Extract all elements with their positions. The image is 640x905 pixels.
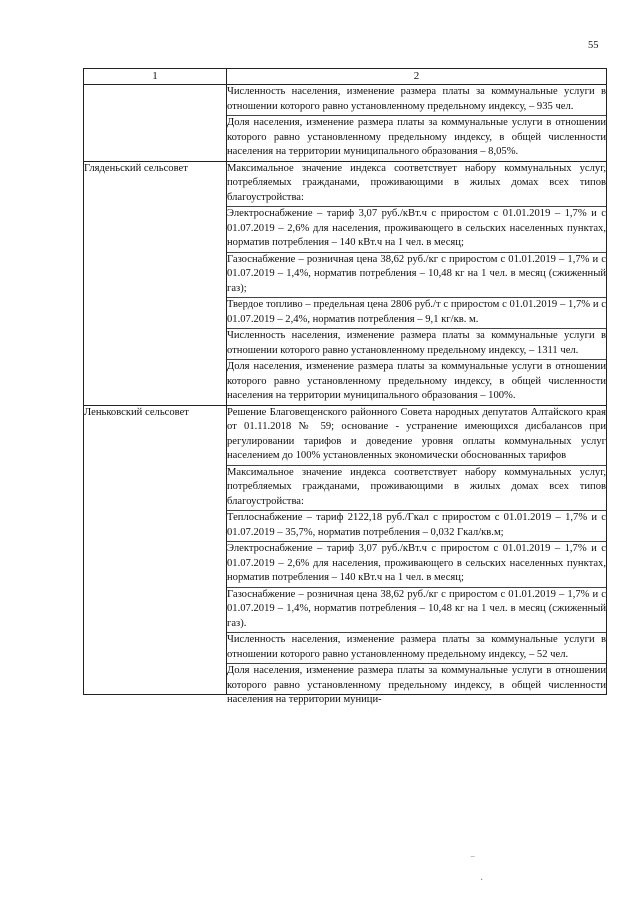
row-name-cell: [84, 405, 227, 695]
document-table: [83, 68, 607, 705]
table-row: [84, 161, 607, 405]
table-header-row: [84, 69, 607, 85]
paragraph: Максимальное значение индекса соответствует набору коммунальных услуг, потребляемых гражданами, проживающими в жилых домах всех типов благоустройства:: [227, 466, 606, 512]
paragraph: Доля населения, изменение размера платы за коммунальные услуги в отношении которого равно установленному предельному индексу, в общей численности населения на территории муниципального образования – 100%.: [227, 361, 606, 401]
paragraph: Численность населения, изменение размера платы за коммунальные услуги в отношении которого равно установленному предельному индексу, – 52 чел.: [227, 633, 606, 664]
column-header-2: 2: [227, 69, 607, 85]
paragraph: Численность населения, изменение размера платы за коммунальные услуги в отношении которого равно установленному предельному индексу, – 1311 чел.: [227, 329, 606, 360]
column-header-1: 1: [84, 69, 227, 85]
row-name-cell: [84, 161, 227, 405]
paragraph: Электроснабжение – тариф 3,07 руб./кВт.ч с приростом с 01.01.2019 – 1,7% и с 01.07.2019 – 2,6% для населения, проживающего в сельских населенных пунктах, норматив потребления – 140 кВт.ч на 1 чел. в месяц;: [227, 542, 606, 588]
paragraph: Теплоснабжение – тариф 2122,18 руб./Гкал с приростом с 01.01.2019 – 1,7% и с 01.07.2019 – 35,7%, норматив потребления – 0,032 Гкал/кв.м;: [227, 511, 606, 542]
row-content-cell: [227, 85, 607, 162]
table-row: [84, 405, 607, 695]
municipality-name: Леньковский сельсовет: [84, 406, 189, 418]
paragraph: Доля населения, изменение размера платы за коммунальные услуги в отношении которого равно установленному предельному индексу, в общей численности населения на территории муници-: [227, 665, 606, 705]
paragraph: Твердое топливо – предельная цена 2806 руб./т с приростом с 01.01.2019 – 1,7% и с 01.07.2019 – 2,4%, норматив потребления – 9,1 кг/кв. м.: [227, 298, 606, 329]
row-content-cell: [227, 161, 607, 405]
municipality-name: Гляденьский сельсовет: [84, 162, 188, 174]
paragraph: Электроснабжение – тариф 3,07 руб./кВт.ч с приростом с 01.01.2019 – 1,7% и с 01.07.2019 – 2,6% для населения, проживающего в сельских населенных пунктах, норматив потребления – 140 кВт.ч на 1 чел. в месяц;: [227, 207, 606, 253]
paragraph: Газоснабжение – розничная цена 38,62 руб./кг с приростом с 01.01.2019 – 1,7% и с 01.07.2019 – 1,4%, норматив потребления – 10,48 кг на 1 чел. в месяц (сжиженный газ);: [227, 253, 606, 299]
paragraph: Решение Благовещенского районного Совета народных депутатов Алтайского края от 01.11.2018 № 59; основание - устранение имеющихся дисбалансов при регулировании тарифов и доведение уровня оплаты коммунальных услуг населением до 100% установленных экономически обоснованных тарифов: [227, 406, 606, 466]
paragraph: Численность населения, изменение размера платы за коммунальные услуги в отношении которого равно установленному предельному индексу, – 935 чел.: [227, 85, 606, 116]
page-number: 55: [588, 40, 599, 51]
row-content-cell: [227, 405, 607, 705]
row-name-cell: [84, 85, 227, 162]
paragraph: Доля населения, изменение размера платы за коммунальные услуги в отношении которого равно установленному предельному индексу, в общей численности населения на территории муниципального образования – 8,05%.: [227, 117, 606, 157]
scan-artifact: ⁻: [470, 854, 476, 865]
paragraph: Газоснабжение – розничная цена 38,62 руб./кг с приростом с 01.01.2019 – 1,7% и с 01.07.2019 – 1,4%, норматив потребления – 10,48 кг на 1 чел. в месяц (сжиженный газ).: [227, 588, 606, 634]
table-row: [84, 85, 607, 162]
paragraph: Максимальное значение индекса соответствует набору коммунальных услуг, потребляемых гражданами, проживающими в жилых домах всех типов благоустройства:: [227, 162, 606, 208]
scan-artifact: ·: [480, 875, 484, 886]
